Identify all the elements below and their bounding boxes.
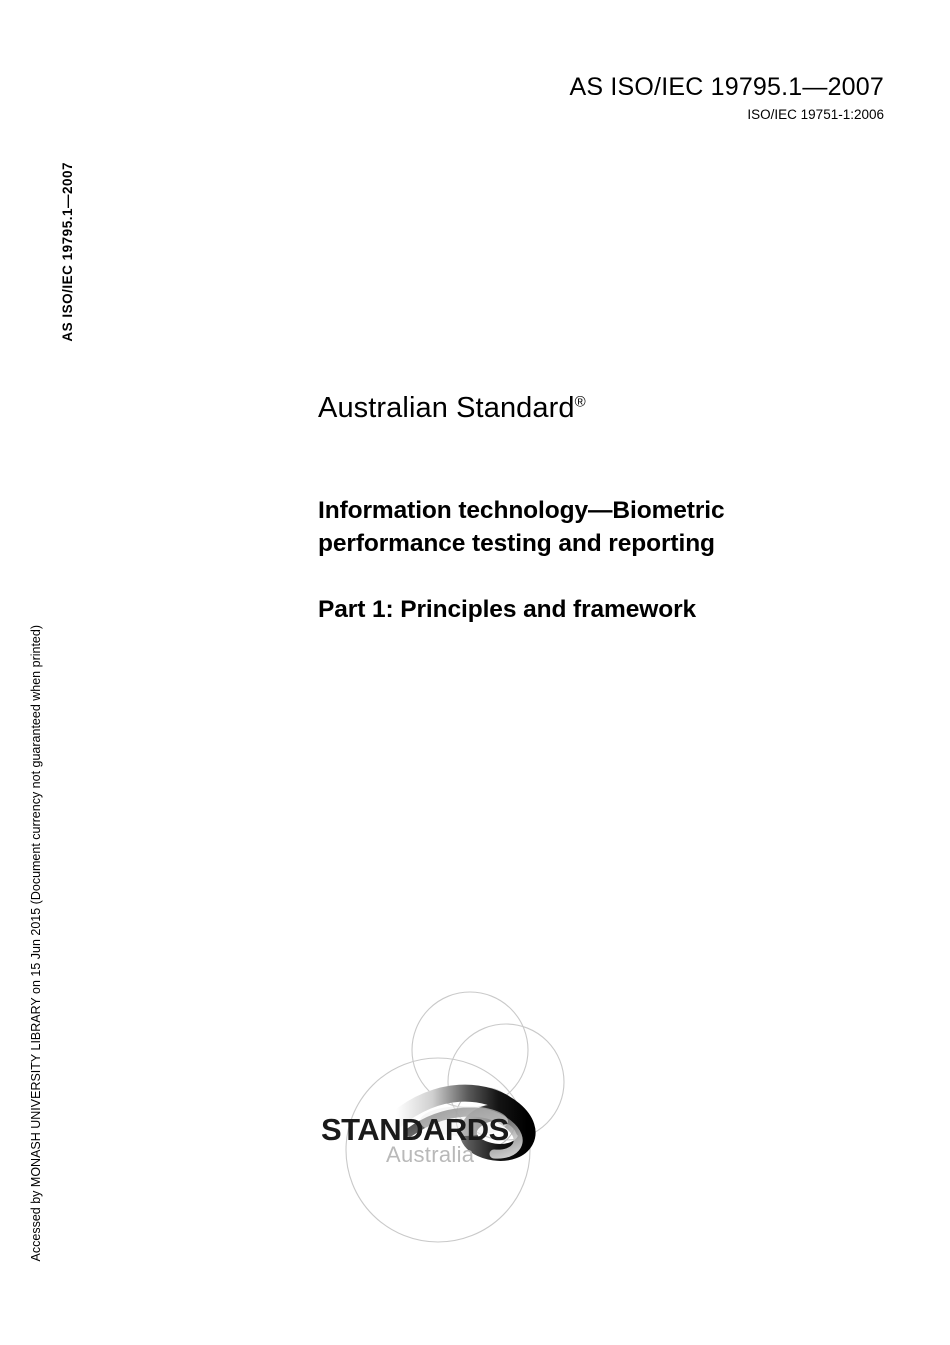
access-note: [30, 625, 44, 1265]
part-title: Part 1: Principles and framework: [318, 596, 697, 623]
logo-submark: Australia: [386, 1142, 475, 1167]
title-block: [318, 392, 878, 626]
series-title: [318, 392, 878, 425]
logo-wordmark: STANDARDS: [321, 1112, 509, 1147]
document-header: [569, 74, 884, 122]
logo: [318, 990, 638, 1280]
spine-standard-number-text: AS ISO/IEC 19795.1—2007: [60, 162, 75, 342]
iso-number: ISO/IEC 19751-1:2006: [747, 106, 884, 122]
registered-mark: ®: [574, 393, 586, 411]
page-title: Information technology—Biometric performance testing and reporting: [318, 497, 725, 557]
standard-number: AS ISO/IEC 19795.1—2007: [569, 73, 884, 101]
spine-standard-number: [60, 162, 80, 422]
series-title-text: Australian Standard: [318, 392, 575, 424]
access-note-text: Accessed by MONASH UNIVERSITY LIBRARY on 15 Jun 2015 (Document currency not guaranteed when printed): [29, 624, 43, 1262]
